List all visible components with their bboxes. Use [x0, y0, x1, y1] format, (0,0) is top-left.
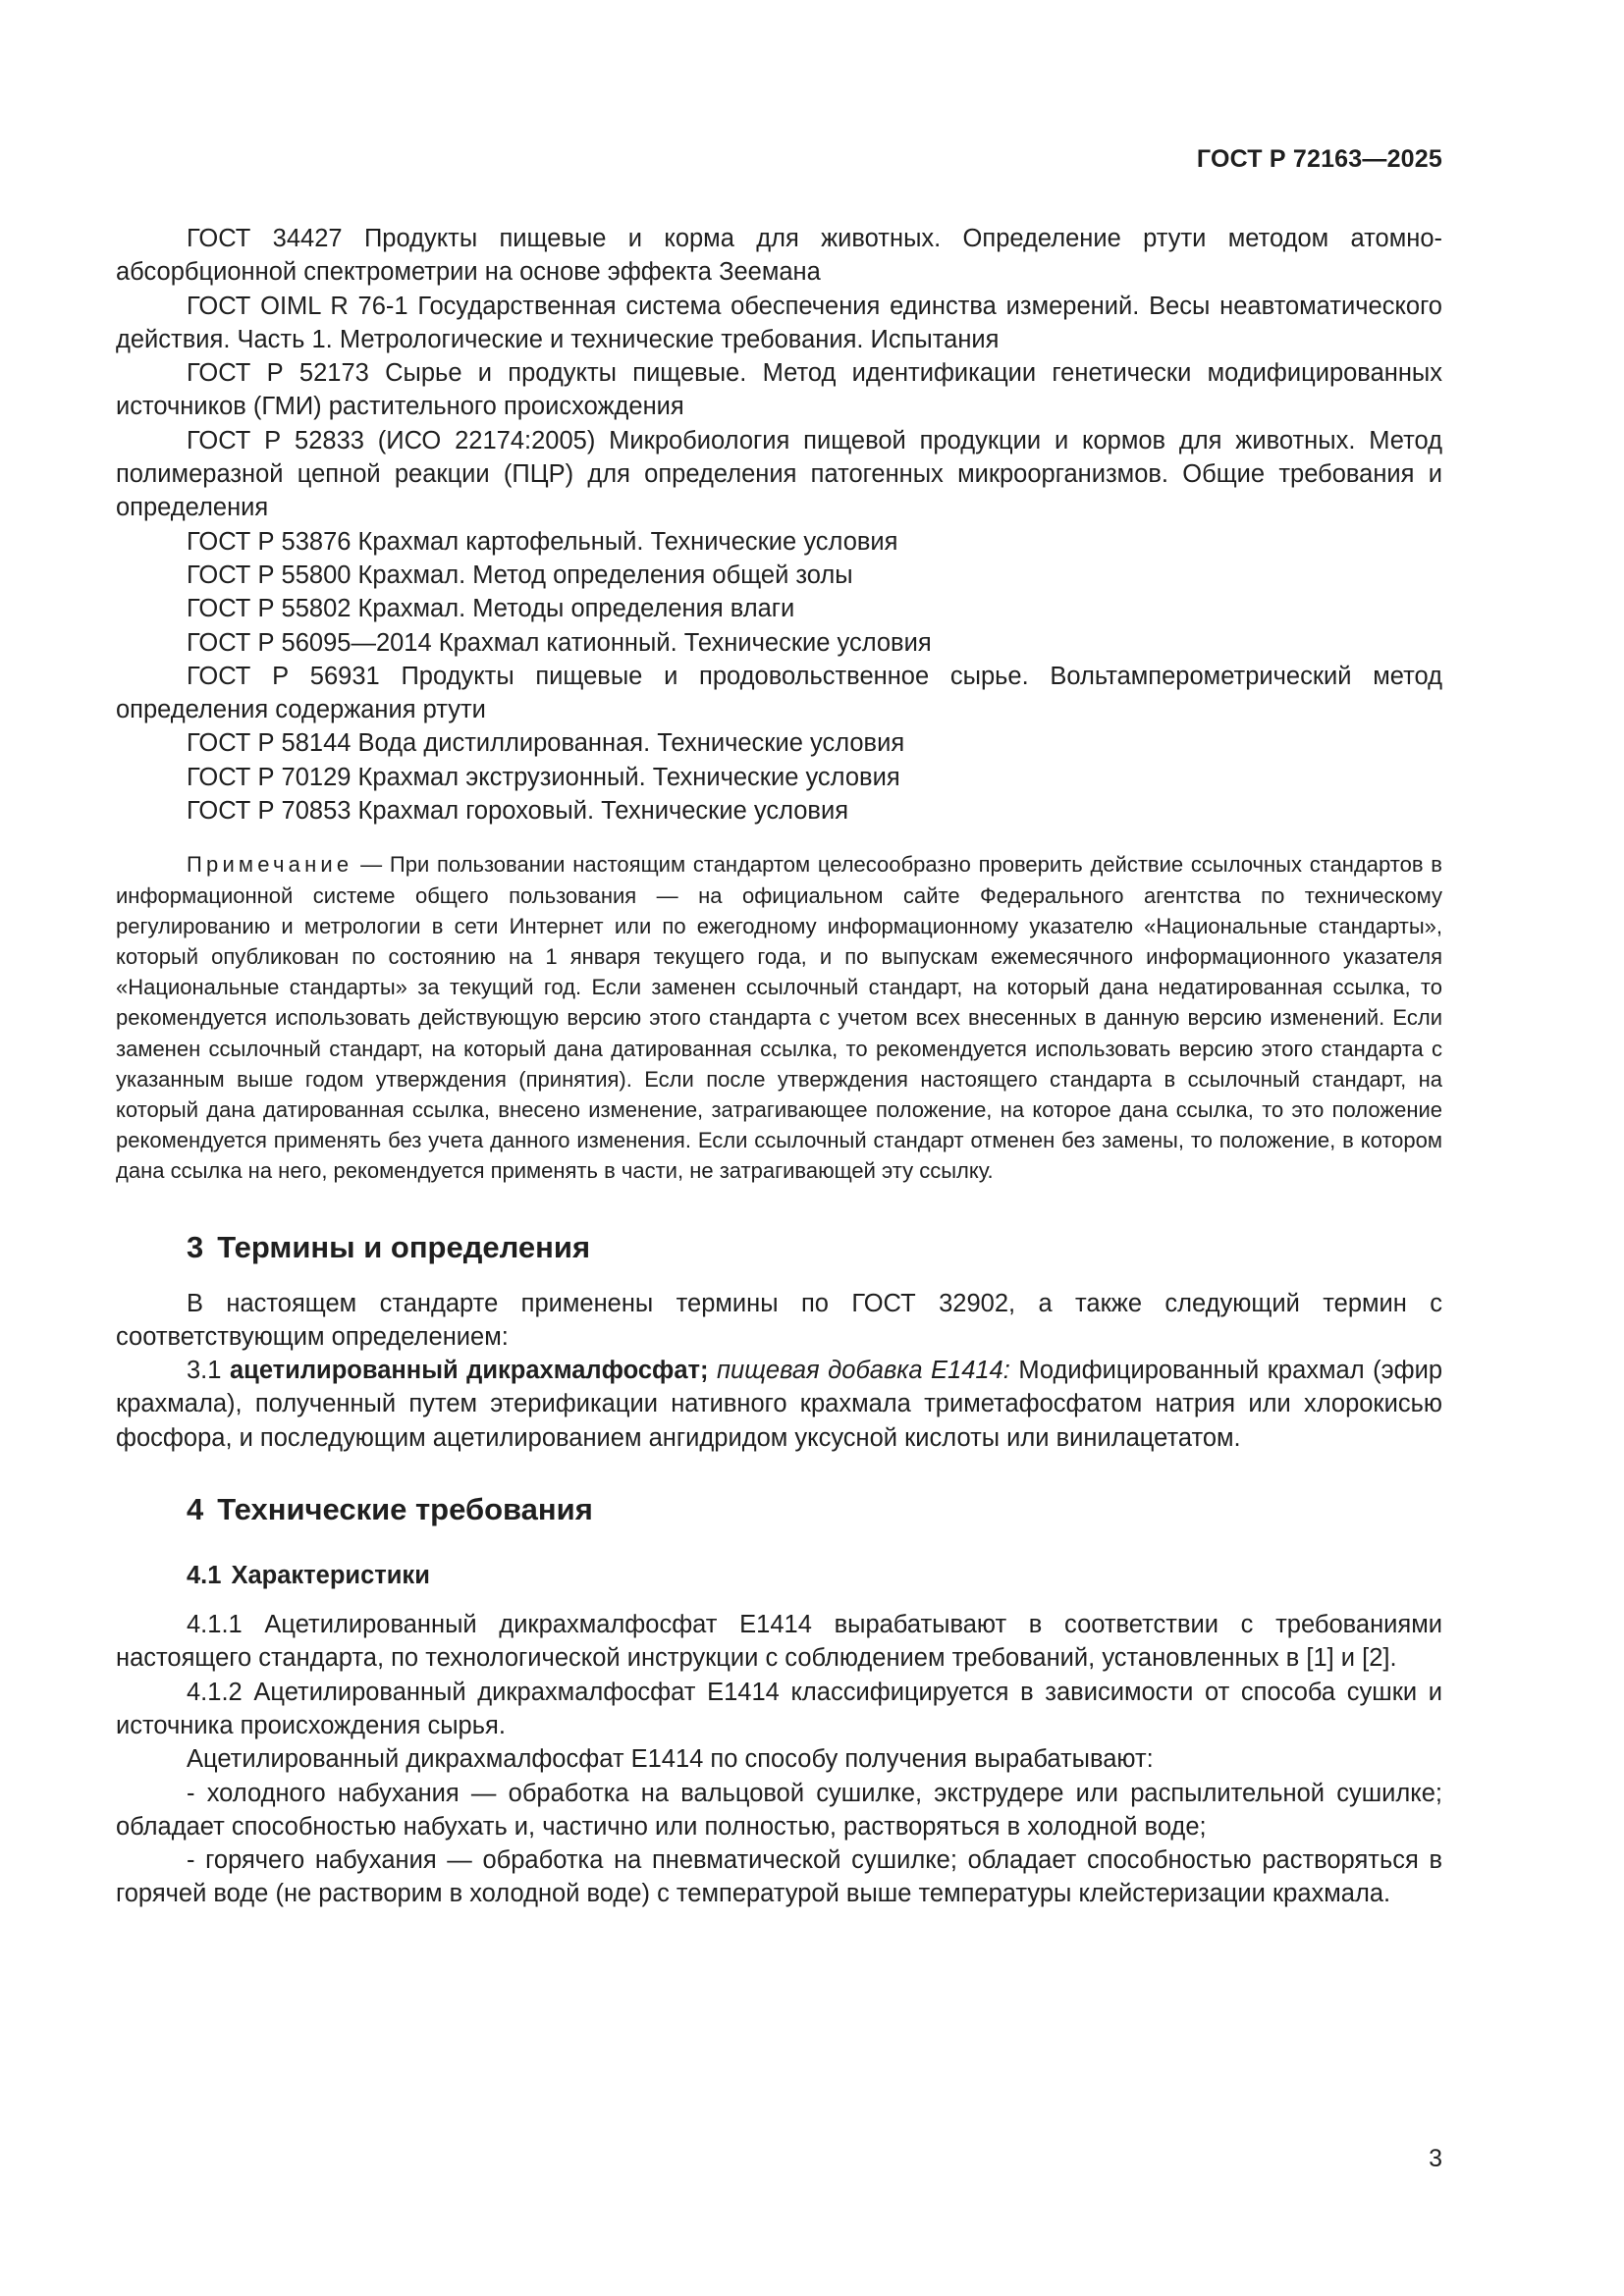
reference-title: Вода дистиллированная. Технические условия	[357, 729, 905, 758]
reference-code: ГОСТ Р 58144	[187, 729, 352, 758]
subsection-number: 4.1	[187, 1562, 222, 1590]
reference-code: ГОСТ Р 70129	[187, 763, 352, 791]
reference-title: Крахмал гороховый. Технические условия	[357, 797, 849, 826]
reference-code: ГОСТ Р 53876	[187, 527, 352, 556]
reference-code: ГОСТ Р 55800	[187, 561, 352, 589]
paragraph-by-method: Ацетилированный дикрахмалфосфат Е1414 по способу получения вырабатывают:	[187, 1745, 1154, 1774]
reference-item	[116, 424, 1442, 525]
reference-code: ГОСТ Р 56095—2014	[187, 628, 432, 657]
reference-title: Крахмал картофельный. Технические условия	[357, 527, 898, 556]
reference-item	[116, 761, 1442, 794]
page-content	[116, 222, 1442, 1911]
note-text: — При пользовании настоящим стандартом целесообразно проверить действие ссылочных стандартов в информационной системе общего пользования — на официальном сайте Федерального агентства по техническому регулированию и метрологии в сети Интернет или по ежегодному информационному указателю «Национальные стандарты», который опубликован по состоянию на 1 января текущего года, и по выпускам ежемесячного информационного указателя «Национальные стандарты» за текущий год. Если заменен ссылочный стандарт, на который дана недатированная ссылка, то рекомендуется использовать действующую версию этого стандарта с учетом всех внесенных в данную версию изменений. Если заменен ссылочный стандарт, на который дана датированная ссылка, то рекомендуется использовать версию этого стандарта с указанным выше годом утверждения (принятия). Если после утверждения настоящего стандарта в ссылочный стандарт, на который дана датированная ссылка, внесено изменение, затрагивающее положение, на которое дана ссылка, то это положение рекомендуется применять без учета данного изменения. Если ссылочный стандарт отменен без замены, то положение, в котором дана ссылка на него, рекомендуется применять в части, не затрагивающей эту ссылку.	[116, 852, 1442, 1184]
reference-code: ГОСТ Р 52173	[187, 359, 369, 388]
reference-code: ГОСТ OIML R 76-1	[187, 292, 408, 320]
reference-code: ГОСТ Р 52833 (ИСО 22174:2005)	[187, 426, 596, 454]
term-definition	[116, 1354, 1442, 1455]
document-code-header: ГОСТ Р 72163—2025	[1196, 145, 1442, 173]
reference-item	[116, 726, 1442, 760]
reference-title: Государственная система обеспечения единства измерений. Весы неавтоматического действия. Часть 1. Метрологические и технические требования. Испытания	[116, 292, 1442, 353]
section-3-intro: В настоящем стандарте применены термины по ГОСТ 32902, а также следующий термин с соответствующим определением:	[116, 1289, 1442, 1351]
reference-title: Продукты пищевые и продовольственное сырье. Вольтамперометрический метод определения содержания ртути	[116, 662, 1442, 724]
reference-code: ГОСТ Р 56931	[187, 662, 380, 690]
list-item: - холодного набухания — обработка на вальцовой сушилке, экструдере или распылительной сушилке; обладает способностью набухать и, частично или полностью, растворяться в холодной воде;	[116, 1779, 1442, 1841]
subsection-4-1-heading	[116, 1559, 1442, 1592]
reference-title: Продукты пищевые и корма для животных. Определение ртути методом атомно-абсорбционной спектрометрии на основе эффекта Зеемана	[116, 225, 1442, 287]
paragraph-4-1-1: 4.1.1 Ацетилированный дикрахмалфосфат Е1414 вырабатывают в соответствии с требованиями настоящего стандарта, по технологической инструкции с соблюдением требований, установленных в [1] и [2].	[116, 1611, 1442, 1673]
reference-item	[116, 222, 1442, 290]
reference-item	[116, 660, 1442, 727]
section-3-heading	[116, 1228, 1442, 1267]
reference-title: Микробиология пищевой продукции и кормов для животных. Метод полимеразной цепной реакции (ПЦР) для определения патогенных микроорганизмов. Общие требования и определения	[116, 426, 1443, 522]
term-name: ацетилированный дикрахмалфосфат;	[229, 1357, 709, 1385]
section-title: Термины и определения	[217, 1229, 591, 1264]
normative-references-list	[116, 222, 1442, 828]
reference-item	[116, 290, 1442, 357]
subsection-title: Характеристики	[231, 1562, 430, 1590]
section-title: Технические требования	[217, 1492, 593, 1527]
reference-item	[116, 626, 1442, 660]
section-number: 3	[187, 1229, 204, 1264]
reference-item	[116, 794, 1442, 828]
reference-item	[116, 592, 1442, 625]
note-label: Примечание	[187, 852, 353, 878]
reference-title: Крахмал. Метод определения общей золы	[357, 561, 853, 589]
reference-title: Крахмал экструзионный. Технические условия	[357, 763, 900, 791]
reference-title: Крахмал. Методы определения влаги	[357, 595, 795, 623]
term-synonym: пищевая добавка E1414:	[717, 1357, 1010, 1385]
reference-code: ГОСТ Р 55802	[187, 595, 352, 623]
reference-item	[116, 356, 1442, 424]
paragraph-4-1-2: 4.1.2 Ацетилированный дикрахмалфосфат Е1414 классифицируется в зависимости от способа сушки и источника происхождения сырья.	[116, 1678, 1442, 1739]
references-note	[116, 849, 1442, 1186]
reference-item	[116, 525, 1442, 559]
reference-code: ГОСТ Р 70853	[187, 797, 352, 826]
term-definition-text: Модифицированный крахмал (эфир крахмала), полученный путем этерификации нативного крахмала триметафосфатом натрия или хлорокисью фосфора, и последующим ацетилированием ангидридом уксусной кислоты или винилацетатом.	[116, 1357, 1443, 1452]
page-number: 3	[1429, 2145, 1442, 2172]
section-4-heading	[116, 1490, 1442, 1529]
reference-item	[116, 559, 1442, 592]
term-number: 3.1	[187, 1357, 222, 1385]
reference-title: Крахмал катионный. Технические условия	[438, 628, 932, 657]
reference-title: Сырье и продукты пищевые. Метод идентификации генетически модифицированных источников (ГМИ) растительного происхождения	[116, 359, 1442, 421]
reference-code: ГОСТ 34427	[187, 225, 343, 252]
list-item: - горячего набухания — обработка на пневматической сушилке; обладает способностью растворяться в горячей воде (не растворим в холодной воде) с температурой выше температуры клейстеризации крахмала.	[116, 1846, 1442, 1908]
section-number: 4	[187, 1492, 204, 1527]
